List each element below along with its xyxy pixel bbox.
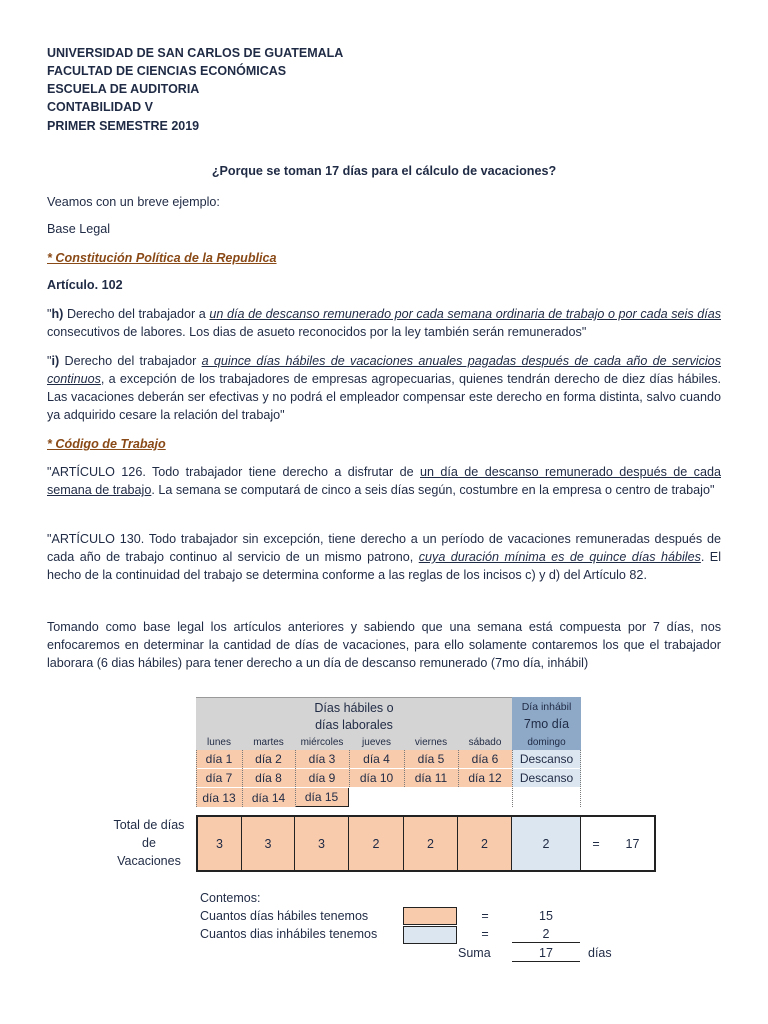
intro-text: Veamos con un breve ejemplo: bbox=[47, 195, 220, 209]
weekday-martes: martes bbox=[242, 735, 295, 750]
paragraph-h-emphasis: un día de descanso remunerado por cada semana ordinaria de trabajo o por cada seis días bbox=[209, 307, 721, 321]
art126-tail: . La semana se computará de cinco a seis días según, costumbre en la empresa o centro de trabajo" bbox=[151, 483, 715, 497]
weekday-lunes: lunes bbox=[196, 735, 242, 750]
total-cell: 2 bbox=[458, 817, 512, 870]
total-cell: 2 bbox=[404, 817, 458, 870]
total-label-line3: Vacaciones bbox=[117, 854, 181, 868]
days-grid bbox=[196, 750, 581, 808]
habiles-swatch bbox=[403, 907, 457, 925]
paragraph-h bbox=[47, 305, 721, 341]
day-cell: día 12 bbox=[458, 769, 512, 787]
summary-habiles-label: Cuantos días hábiles tenemos bbox=[200, 909, 369, 923]
day-cell: día 2 bbox=[242, 750, 295, 768]
day-cell: día 6 bbox=[458, 750, 512, 768]
day-cell: día 15 bbox=[295, 788, 349, 807]
rest-day-header-line2: 7mo día bbox=[523, 717, 570, 731]
page-title: ¿Porque se toman 17 días para el cálculo de vacaciones? bbox=[211, 164, 557, 178]
day-cell: día 14 bbox=[242, 788, 295, 807]
day-cell: día 3 bbox=[295, 750, 349, 768]
grid-separator bbox=[295, 750, 296, 807]
weekday-viernes: viernes bbox=[404, 735, 458, 750]
rest-day-cell: Descanso bbox=[512, 750, 581, 768]
day-cell: día 13 bbox=[196, 788, 242, 807]
art126-emphasis: un día de descanso remunerado después de cada semana de trabajo bbox=[47, 465, 721, 497]
header-school: ESCUELA DE AUDITORIA bbox=[47, 82, 200, 96]
paragraph-h-quote: " bbox=[47, 307, 52, 321]
rest-day-header-line1: Día inhábil bbox=[521, 701, 572, 713]
header-semester: PRIMER SEMESTRE 2019 bbox=[47, 119, 200, 133]
workdays-header bbox=[196, 697, 512, 735]
paragraph-art130 bbox=[47, 530, 721, 584]
paragraph-i-letter: i) bbox=[51, 354, 60, 368]
total-label-line2: de bbox=[142, 836, 156, 850]
articulo-102: Artículo. 102 bbox=[47, 278, 123, 292]
summary-inhabiles-equals: = bbox=[481, 927, 489, 941]
total-equals: = bbox=[592, 836, 600, 851]
grand-total: 17 bbox=[625, 836, 640, 851]
grid-separator bbox=[512, 750, 513, 807]
day-cell: día 10 bbox=[349, 769, 404, 787]
day-cell: día 8 bbox=[242, 769, 295, 787]
day-cell: día 1 bbox=[196, 750, 242, 768]
codigo-heading bbox=[47, 435, 721, 453]
grid-separator bbox=[349, 750, 350, 787]
day-cell: día 9 bbox=[295, 769, 349, 787]
constitucion-heading bbox=[47, 249, 721, 267]
summary-suma-value: 17 bbox=[512, 946, 580, 962]
paragraph-h-lead: Derecho del trabajador a bbox=[63, 307, 210, 321]
art130-emphasis: cuya duración mínima es de quince días hábiles bbox=[418, 550, 701, 564]
total-label bbox=[104, 816, 194, 870]
grid-separator bbox=[242, 750, 243, 807]
inhabiles-swatch bbox=[403, 926, 457, 944]
total-cell: 2 bbox=[349, 817, 404, 870]
summary-suma-label: Suma bbox=[458, 946, 491, 960]
constitucion-title: * Constitución Política de la Republica bbox=[47, 251, 277, 265]
header-faculty: FACULTAD DE CIENCIAS ECONÓMICAS bbox=[47, 64, 287, 78]
day-cell: día 5 bbox=[404, 750, 458, 768]
paragraph-i-emphasis: a quince días hábiles de vacaciones anuales pagadas después de cada año de servicios continuos bbox=[47, 354, 721, 386]
total-rest-cell: 2 bbox=[512, 817, 581, 870]
total-cell: 3 bbox=[198, 817, 242, 870]
summary-inhabiles-value: 2 bbox=[512, 927, 580, 943]
paragraph-art126 bbox=[47, 463, 721, 499]
codigo-title: * Código de Trabajo bbox=[47, 437, 166, 451]
base-legal-label: Base Legal bbox=[47, 222, 111, 236]
art126-lead: "ARTÍCULO 126. Todo trabajador tiene derecho a disfrutar de bbox=[47, 465, 421, 479]
summary-title: Contemos: bbox=[200, 891, 261, 905]
conclusion-paragraph: Tomando como base legal los artículos anteriores y sabiendo que una semana está compuesta por 7 días, nos enfocaremos en determinar la cantidad de días de vacaciones, para ello solamente contaremos los que el trabajador laborara (6 dias hábiles) para tener derecho a un día de descanso remunerado (7mo día, inhábil) bbox=[47, 620, 721, 670]
grid-separator bbox=[458, 750, 459, 787]
art130-lead: "ARTÍCULO 130. Todo trabajador sin excepción, tiene derecho a un período de vacaciones remuneradas después de cada año de trabajo continuo al servicio de un mismo patrono, bbox=[47, 532, 721, 564]
workdays-header-line2: días laborales bbox=[315, 717, 393, 732]
weekday-domingo: domingo bbox=[512, 735, 581, 750]
day-cell: día 4 bbox=[349, 750, 404, 768]
total-cell: 3 bbox=[242, 817, 295, 870]
total-cell: 3 bbox=[295, 817, 349, 870]
grid-separator bbox=[580, 750, 581, 807]
summary-inhabiles-label: Cuantos dias inhábiles tenemos bbox=[200, 927, 378, 941]
grid-separator bbox=[404, 750, 405, 787]
day-cell: día 11 bbox=[404, 769, 458, 787]
paragraph-i bbox=[47, 352, 721, 424]
grid-separator bbox=[196, 750, 197, 807]
paragraph-h-tail: consecutivos de labores. Los dias de asueto reconocidos por la ley también serán remunerados" bbox=[47, 325, 587, 339]
summary-habiles-value: 15 bbox=[539, 909, 553, 923]
workdays-header-line1: Días hábiles o bbox=[314, 700, 394, 715]
rest-day-cell: Descanso bbox=[512, 769, 581, 787]
paragraph-h-letter: h) bbox=[51, 307, 64, 321]
total-label-line1: Total de días bbox=[113, 818, 185, 832]
day-cell: día 7 bbox=[196, 769, 242, 787]
art130-tail: . El hecho de la continuidad del trabajo se determina conforme a las reglas de los incisos c) y d) del Artículo 82. bbox=[47, 550, 721, 582]
summary-habiles-equals: = bbox=[481, 909, 489, 923]
header-course: CONTABILIDAD V bbox=[47, 100, 154, 114]
header-university: UNIVERSIDAD DE SAN CARLOS DE GUATEMALA bbox=[47, 46, 344, 60]
summary-unit: días bbox=[588, 946, 612, 960]
totals-row bbox=[196, 815, 656, 872]
weekday-sabado: sábado bbox=[458, 735, 512, 750]
weekday-jueves: jueves bbox=[349, 735, 404, 750]
weekday-miercoles: miércoles bbox=[295, 735, 349, 750]
rest-day-header bbox=[512, 697, 581, 735]
paragraph-i-lead: Derecho del trabajador bbox=[59, 354, 202, 368]
paragraph-i-tail: , a excepción de los trabajadores de empresas agropecuarias, quienes tendrán derecho de diez días hábiles. Las vacaciones deberán ser efectivas y no podrá el empleador compensar este derecho en forma distinta, salvo cuando ya adquirido cesare la relación del trabajo" bbox=[47, 372, 721, 422]
paragraph-i-quote: " bbox=[47, 354, 52, 368]
